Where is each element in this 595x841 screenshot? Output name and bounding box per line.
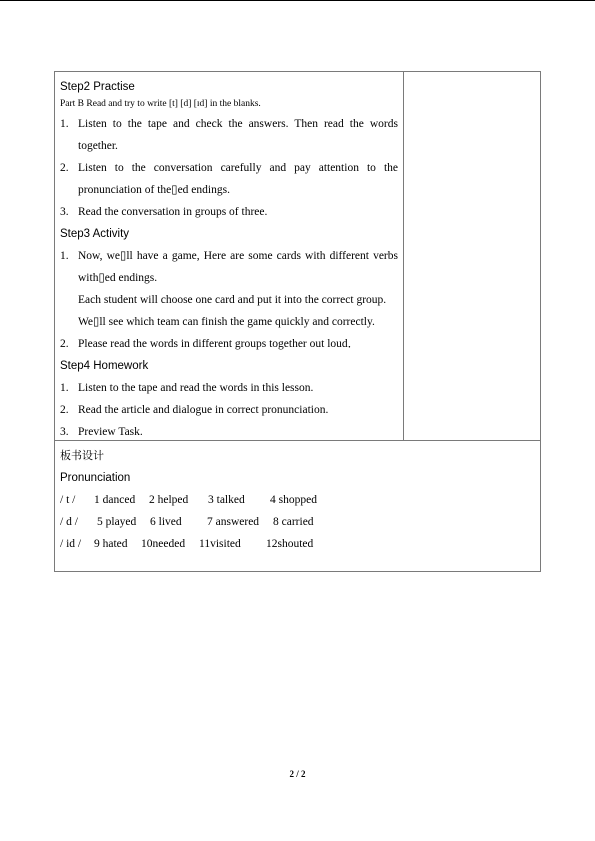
step4-title: Step4 Homework	[60, 360, 149, 372]
board-heading: 板书设计	[60, 449, 104, 462]
step2-item-1: 1. Listen to the tape and check the answers. Then read the words together.	[60, 118, 398, 152]
step4-item-1: 1. Listen to the tape and read the words in this lesson.	[60, 382, 314, 394]
sound-label: / id /	[60, 538, 82, 550]
word-cell: 3 talked	[208, 494, 245, 506]
sound-label: / d /	[60, 516, 78, 528]
word-cell: 1 danced	[94, 494, 136, 506]
lesson-plan-table	[54, 71, 541, 572]
step3-title: Step3 Activity	[60, 228, 130, 240]
step2-title: Step2 Practise	[60, 81, 135, 93]
word-cell: 2 helped	[149, 494, 189, 506]
column-divider	[403, 72, 404, 440]
header-rule	[0, 0, 595, 1]
word-cell: 5 played	[97, 516, 137, 528]
word-cell: 7 answered	[207, 516, 260, 528]
step3-item-1: 1. Now, we▯ll have a game, Here are some cards with different verbs with▯ed endings. Each student will choose one card and put it into the correct group. We▯ll see which team can finish the game quickly and correctly.	[60, 250, 398, 328]
word-cell: 12shouted	[266, 538, 314, 550]
page-number: 2 / 2	[289, 769, 306, 779]
word-cell: 6 lived	[150, 516, 182, 528]
word-cell: 9 hated	[94, 538, 128, 550]
step2-item-2: 2. Listen to the conversation carefully and pay attention to the pronunciation of the▯ed endings.	[60, 162, 398, 196]
step4-item-2: 2. Read the article and dialogue in correct pronunciation.	[60, 404, 329, 416]
board-subheading: Pronunciation	[60, 472, 131, 484]
step4-item-3: 3. Preview Task.	[60, 426, 143, 438]
word-cell: 10needed	[141, 538, 186, 550]
row-divider	[55, 440, 540, 441]
word-cell: 8 carried	[273, 516, 314, 528]
word-cell: 11visited	[199, 538, 241, 550]
step2-item-3: 3. Read the conversation in groups of three.	[60, 206, 268, 218]
step2-subtitle: Part B Read and try to write [t] [d] [ɪd] in the blanks.	[60, 99, 261, 109]
sound-label: / t /	[60, 494, 76, 506]
word-cell: 4 shopped	[270, 494, 317, 506]
step3-item-2: 2. Please read the words in different groups together out loud．	[60, 338, 360, 350]
